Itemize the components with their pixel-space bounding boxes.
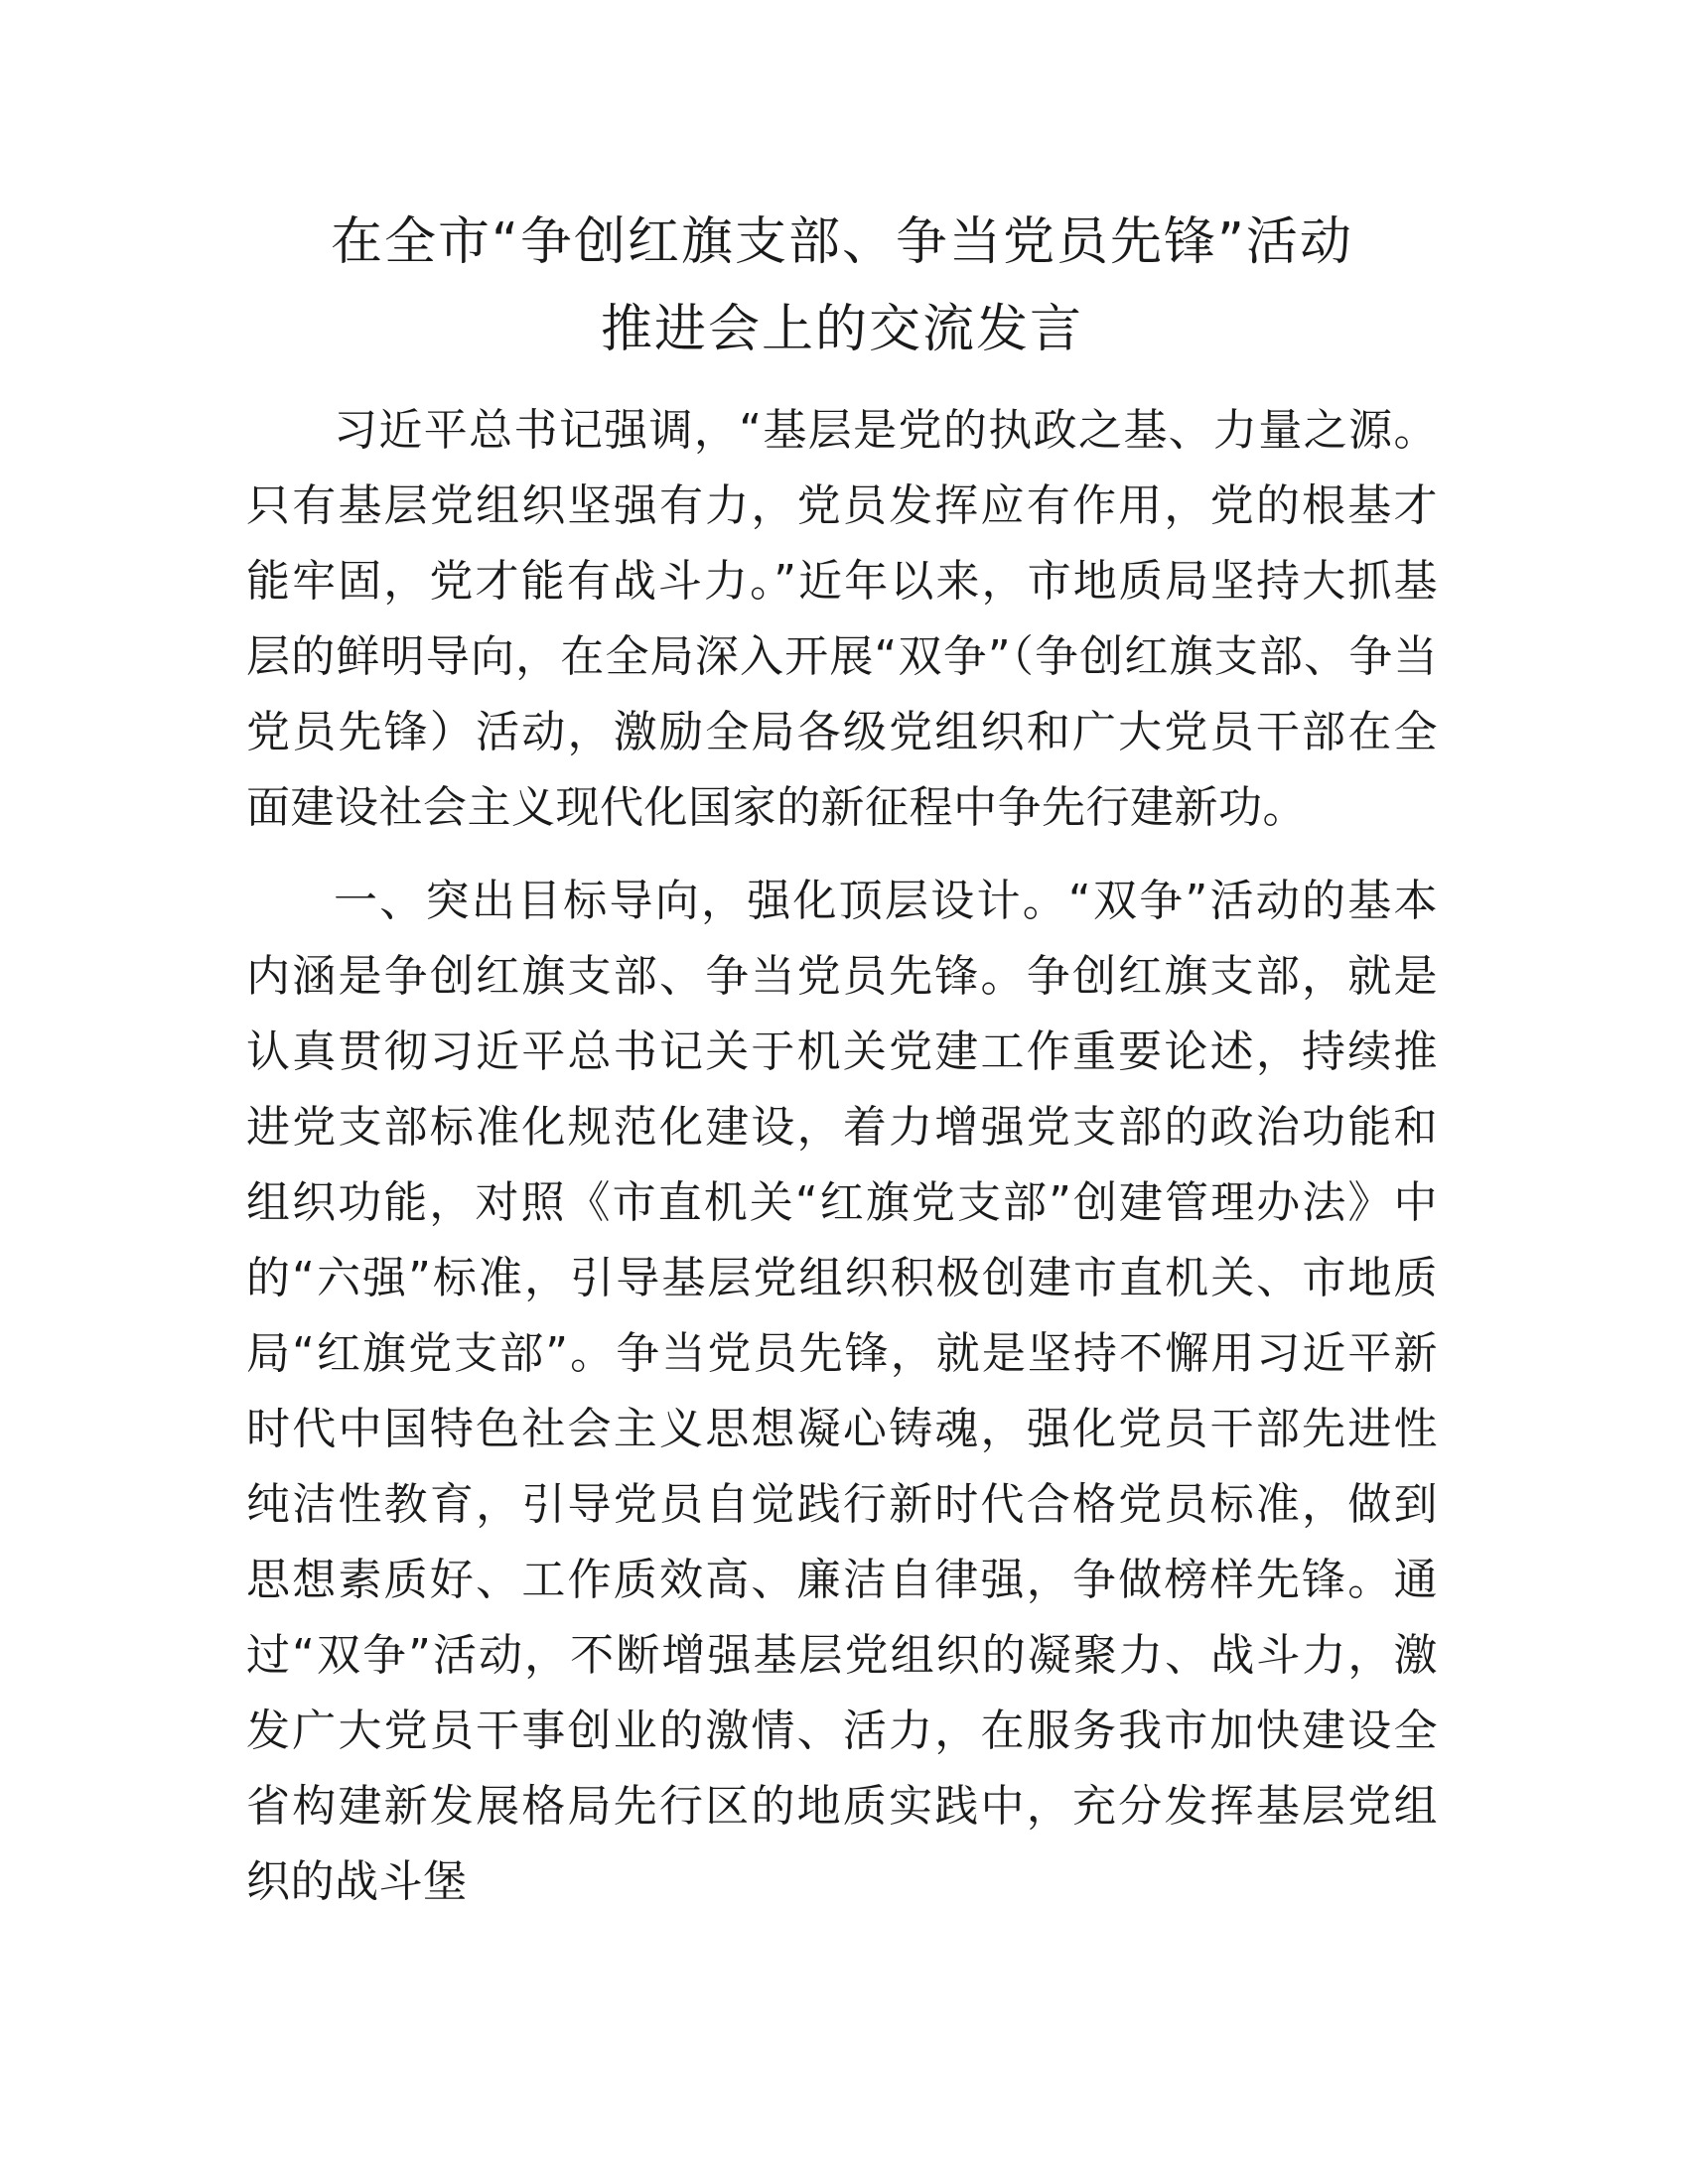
title-line-1: 在全市“争创红旗支部、争当党员先锋”活动 [331,212,1353,272]
paragraph-intro: 习近平总书记强调，“基层是党的执政之基、力量之源。只有基层党组织坚强有力，党员发挥应有作用，党的根基才能牢固，党才能有战斗力。”近年以来，市地质局坚持大抓基层的鲜明导向，在全局深入开展“双争”（争创红旗支部、争当党员先锋）活动，激励全局各级党组织和广大党员干部在全面建设社会主义现代化国家的新征程中争先行建新功。 [246,405,1438,833]
document-title [246,199,1438,373]
paragraph-section-1: 一、突出目标导向，强化顶层设计。“双争”活动的基本内涵是争创红旗支部、争当党员先锋。争创红旗支部，就是认真贯彻习近平总书记关于机关党建工作重要论述，持续推进党支部标准化规范化建设，着力增强党支部的政治功能和组织功能，对照《市直机关“红旗党支部”创建管理办法》中的“六强”标准，引导基层党组织积极创建市直机关、市地质局“红旗党支部”。争当党员先锋，就是坚持不懈用习近平新时代中国特色社会主义思想凝心铸魂，强化党员干部先进性纯洁性教育，引导党员自觉践行新时代合格党员标准，做到思想素质好、工作质效高、廉洁自律强，争做榜样先锋。通过“双争”活动，不断增强基层党组织的凝聚力、战斗力，激发广大党员干事创业的激情、活力，在服务我市加快建设全省构建新发展格局先行区的地质实践中，充分发挥基层党组织的战斗堡 [246,876,1438,1907]
document-body [246,199,1438,1938]
title-line-2: 推进会上的交流发言 [600,300,1083,359]
